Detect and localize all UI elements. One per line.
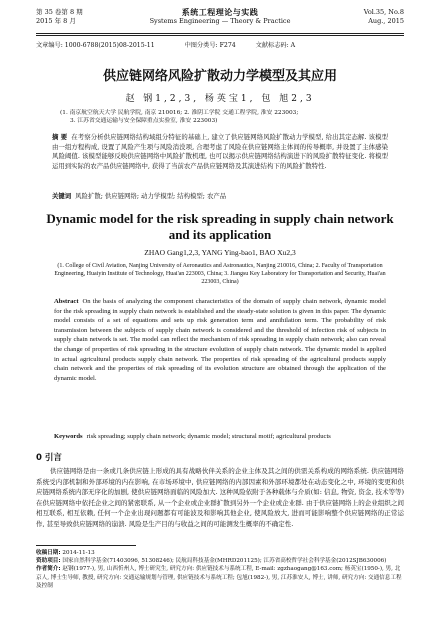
abstract-en [54,297,386,383]
footnote-rule [36,545,136,546]
author-note [36,565,404,590]
journal-name-en: Systems Engineering — Theory & Practice [149,17,291,25]
keywords-cn [52,192,388,202]
keywords-cn-text: 风险扩散; 供应链网络; 动力学模型; 结构模型; 农产品 [75,192,227,200]
abstract-cn-text: 在考察分析供应链网络结构域组分特征的基础上, 建立了供应链网络风险扩散动力学模型, 给出其定态解. 该模型由一组方程构成, 设置了风险产生项与风险消没项, 合理考虑了风险在供应链网络主体间的传导概率, 并设置了主体感染风险阈值. 该模型能够反映供应链网络中风险扩散机理, 也可以揭示供应链网络结构演进下的风险扩散特征变化. 将模型运用到实际的农产品供应链网络中, 获得了当前农产品供应链网络及其演进结构下的风险扩散特性. [52,133,388,170]
received-note [36,549,404,557]
received-date: 2014-11-13 [62,550,95,556]
header-center [36,8,404,26]
header-rule [36,33,404,34]
affiliation-cn-line1: (1. 南京航空航天大学 民航学院, 南京 210016; 2. 淮阴工学院 交通工程学院, 淮安 223003; [60,110,299,116]
affiliation-cn-line2: 3. 江苏省交通运输与安全保障重点实验室, 淮安 223003) [70,118,218,125]
article-number: 文章编号: 1000-6788(2015)08-2015-11 [36,42,155,49]
date-en: Aug., 2015 [368,17,404,25]
authors-en: ZHAO Gang1,2,3, YANG Ying-bao1, BAO Xu2,3 [144,248,296,257]
section-heading: 0 引言 [36,453,62,463]
clc-number: 中图分类号: F274 [184,42,236,49]
keywords-en [54,432,386,441]
header-rule-double [36,35,404,36]
funding-text: 国家自然科学基金(71403096, 51308246); 民航局科技基金(MHRD201125); 江苏省高校哲学社会科学基金(2012SJB630006) [62,558,387,565]
volume-issue-cn: 第 35 卷第 8 期 [36,8,83,16]
abstract-en-text: On the basis of analyzing the component characteristics of the domain of supply chain network, dynamic model for the risk spreading in supply chain network is established and the steady-state solution is given in this paper. The dynamic model consists of a set of equations and sets up risk generation term and annihilation term. The probability of risk transmission between the subjects of supply chain network is considered and the threshold of infection risk of subjects in supply chain network is set. The model can reflect the mechanism of risk spreading in supply chain network; also can reveal the change of properties of risk spreading in the structure evolution of supply chain network. The dynamic model is applied in actual agricultural products supply chain network. The properties of risk spreading of the agricultural products supply chain network and the properties of risk spreading of its evolution structure are obtained through the application of the dynamic model. [54,298,386,382]
funding-note [36,557,404,565]
abstract-cn [52,133,388,171]
footnotes [36,549,404,590]
article-meta [36,40,404,49]
section-body: 供应链网络是由一条或几条供应链上形成的具有战略伙伴关系的企业主体及其之间的供需关系构成的网络系统. 供应链网络系统受内部机制和外部环境的内在影响, 在市场环境中, 供应链网络的内部因素和外部环境都处在动态变化之中, 环境的变更和供应链网络系统内部无序化的加剧, 使供应链网络面临的风险加大. 这种风险依附于各种载体与介质(如: 信息, 物资, 资金, 技术等等)在供应链网络中依托企业之间的紧密联系, 从一个企业或企业群扩散到另外一个企业或企业群. 由于供应链网络上的企业组织之间相互联系, 相互依赖, 任何一个企业出现问题都有可能波及和影响其他企业, 使风险放大, 进而可能影响整个供应链网络的正常运作, 甚至导致供应链网络的崩溃. 风险是生产目的与收益之间的可能测发生概率的不确定性. [36,467,404,528]
keywords-en-label: Keywords [54,433,83,440]
volume-issue-en: Vol.35, No.8 [363,8,404,16]
title-en: Dynamic model for the risk spreading in supply chain network and its application [46,211,394,242]
journal-header [36,8,404,32]
title-cn: 供应链网络风险扩散动力学模型及其应用 [102,69,337,84]
document-code: 文献标志码: A [255,42,296,49]
date-cn: 2015 年 8 月 [36,17,76,25]
author-bio-label: 作者简介: [36,566,61,573]
header-right [364,8,404,26]
keywords-cn-label: 关键词 [52,192,72,200]
abstract-cn-label: 摘 要 [52,133,68,141]
author-bio-text: 赵钢(1977-), 男, 山西忻州人, 博士研究生, 研究方向: 供应链技术与系统工程, E-mail: zgzhaogang@163.com; 杨英宝(1950-), 男, 北京人, 博士生导师, 教授, 研究方向: 交通运输规划与管理, 供应链技术与系统工程; 包旭(1982-), 男, 江苏淮安人, 博士, 讲师, 研究方向: 交通信息工程及控制 [36,566,402,589]
authors-cn: 赵 钢1,2,3, 杨英宝1, 包 旭2,3 [125,94,315,104]
keywords-en-text: risk spreading; supply chain network; dynamic model; structural motif; agricultural products [86,433,331,440]
received-label: 收稿日期: [36,550,61,556]
journal-name-cn: 系统工程理论与实践 [181,7,259,17]
affiliations-en: (1. College of Civil Aviation, Nanjing University of Aeronautics and Astronautics, Nanjing 210016, China; 2. Faculty of Transportation Engineering, Huaiyin Institute of Technology, Huai'an 223003, China; 3. Jiangsu Key Laboratory for Transportation and Security, Huai'an 223003, China) [54,263,386,286]
funding-label: 资助项目: [36,558,61,565]
abstract-en-label: Abstract [54,298,79,305]
affiliations-cn [60,109,380,125]
